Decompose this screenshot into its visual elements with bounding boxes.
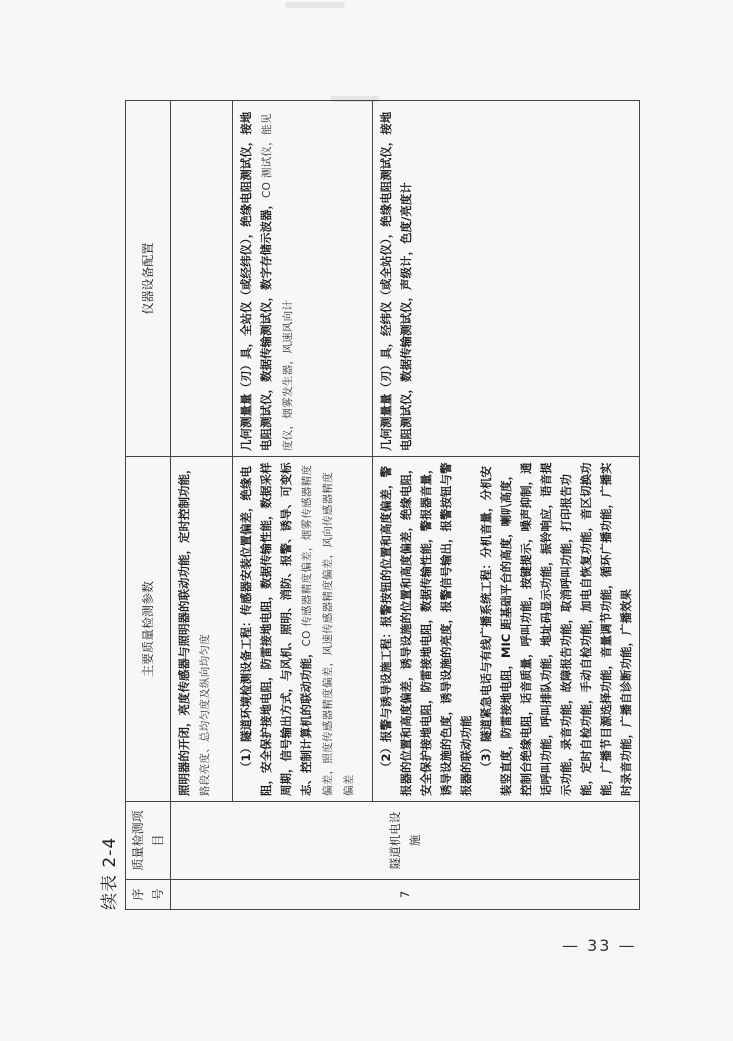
table-row-env — [233, 101, 373, 910]
cell-params-alarm — [373, 457, 640, 802]
params-broadcast: （3）隧道紧急电话与有线广播系统工程：分机音量，分机安装竖直度，防雷接地电阻，MIC 距基础平台的高度，喇叭高度，控制台绝缘电阻，话音质量，呼叫功能，按键提示，噪声抑制，通话呼叫功能，呼叫排队功能，地址码显示功能，振铃响应，语音提示功能，录音功能，故障报告功能，取消呼叫功能，打印报告功能，定时自检功能，手动自检功能，加电自恢复功能，音区切换功能，广播节目源选择功能，音量调节功能，循环广播功能，广播实时录音功能，广播自诊断功能，广播效果 — [479, 462, 633, 796]
table-header-row — [126, 101, 171, 910]
cell-item: 隧道机电设施 — [171, 802, 640, 880]
cell-equip-env — [233, 101, 373, 457]
header-item: 质量检测项目 — [126, 802, 171, 880]
header-equipment: 仪器设备配置 — [126, 101, 171, 457]
params-env-bold: （1）隧道环境检测设备工程：传感器安装位置偏差，绝缘电阻，安全保护接地电阻，防雷接地电阻，数据传输性能，数据采样周期，信号输出方式，与风机、照明、消防、报警、诱导、可变标志、控制计算机的联动功能， — [239, 462, 313, 796]
equip-alarm: 几何测量量（刃）具，经纬仪（或全站仪），绝缘电阻测试仪，接地电阻测试仪，数据传输测试仪，声级计，色度/亮度计 — [379, 111, 413, 451]
params-alarm: （2）报警与诱导设施工程：报警按钮的位置和高度偏差，警报器的位置和高度偏差，诱导设施的位置和高度偏差，绝缘电阻，安全保护接地电阻，防雷接地电阻，数据传输性能，警报器音量，诱导设施的色度，诱导设施的亮度，报警信号输出，报警按钮与警报器的联动功能 — [379, 462, 473, 796]
cell-params-cont — [171, 457, 233, 802]
table-row-continued — [171, 101, 233, 910]
params-cont-thin: 路段亮度、总均匀度及纵向均匀度 — [199, 634, 211, 796]
header-no: 序号 — [126, 880, 171, 910]
cell-params-env — [233, 457, 373, 802]
cell-equip-alarm — [373, 101, 640, 457]
page-number: — 33 — — [562, 936, 637, 955]
equip-env-bold: 几何测量量（刃）具，全站仪（或经纬仪），绝缘电阻测试仪，接地电阻测试仪，数据传输测试仪，数字存储示波器， — [239, 111, 273, 451]
scan-artifact — [285, 2, 345, 8]
inspection-table — [125, 100, 640, 910]
equip-env-thin: CO 测试仪，能见度仪，烟雾发生器，风速风向计 — [261, 113, 294, 451]
params-env-thin: CO 传感器精度偏差，烟雾传感器精度偏差，照度传感器精度偏差，风速传感器精度偏差，风向传感器精度偏差 — [301, 464, 355, 796]
params-cont-bold: 照明器的开闭，亮度传感器与照明器的联动功能，定时控制功能， — [177, 462, 191, 796]
cell-equip-cont — [171, 101, 233, 457]
rotated-table-area — [95, 100, 633, 910]
table-row-alarm-broadcast — [373, 101, 640, 910]
header-params: 主要质量检测参数 — [126, 457, 171, 802]
table-caption: 续表 2-4 — [100, 836, 120, 910]
cell-no: 7 — [171, 880, 640, 910]
